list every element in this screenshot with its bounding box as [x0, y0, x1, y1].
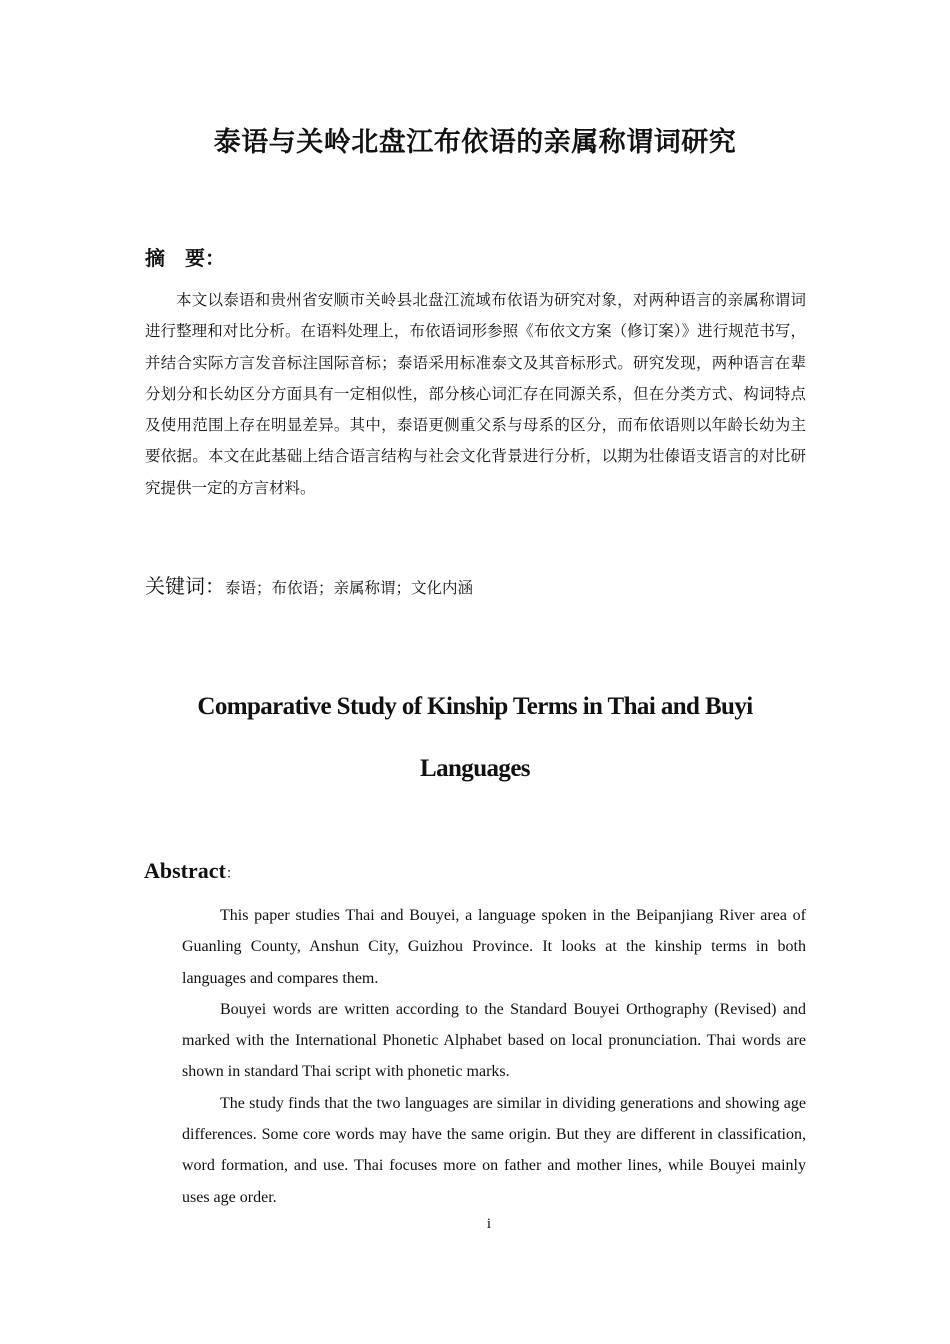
abstract-heading-label: Abstract	[144, 858, 226, 883]
keywords-heading: 关键词：	[145, 574, 225, 598]
english-abstract-heading	[144, 858, 240, 884]
abstract-paragraph: This paper studies Thai and Bouyei, a language spoken in the Beipanjiang River area of Guanling County, Anshun City, Guizhou Province. It looks at the kinship terms in both languages and compares them.	[182, 907, 806, 987]
keywords-text: 泰语；布依语；亲属称谓；文化内涵	[225, 579, 474, 597]
abstract-heading-colon: ：	[225, 867, 240, 882]
chinese-abstract-heading: 摘 要：	[145, 246, 225, 270]
abstract-paragraph: The study finds that the two languages are similar in dividing generations and showing age differences. Some core words may have the same origin. But they are different in classification, word formation, and use. Thai focuses more on father and mother lines, while Bouyei mainly uses age order.	[182, 1094, 806, 1206]
english-title: Comparative Study of Kinship Terms in Thai and Buyi Languages	[197, 693, 753, 782]
chinese-title: 泰语与关岭北盘江布依语的亲属称谓词研究	[213, 127, 737, 158]
abstract-paragraph: Bouyei words are written according to the Standard Bouyei Orthography (Revised) and marked with the International Phonetic Alphabet based on local pronunciation. Thai words are shown in standard Thai script with phonetic marks.	[182, 1000, 806, 1081]
page-number: i	[486, 1216, 492, 1232]
chinese-abstract-body: 本文以泰语和贵州省安顺市关岭县北盘江流域布依语为研究对象，对两种语言的亲属称谓词进行整理和对比分析。在语料处理上，布依语词形参照《布依文方案（修订案）》进行规范书写，并结合实际方言发音标注国际音标；泰语采用标准泰文及其音标形式。研究发现，两种语言在辈分划分和长幼区分方面具有一定相似性，部分核心词汇存在同源关系，但在分类方式、构词特点及使用范围上存在明显差异。其中，泰语更侧重父系与母系的区分，而布依语则以年龄长幼为主要依据。本文在此基础上结合语言结构与社会文化背景进行分析，以期为壮傣语支语言的对比研究提供一定的方言材料。	[145, 291, 806, 497]
english-abstract-body	[182, 900, 806, 1213]
chinese-keywords	[145, 570, 473, 599]
